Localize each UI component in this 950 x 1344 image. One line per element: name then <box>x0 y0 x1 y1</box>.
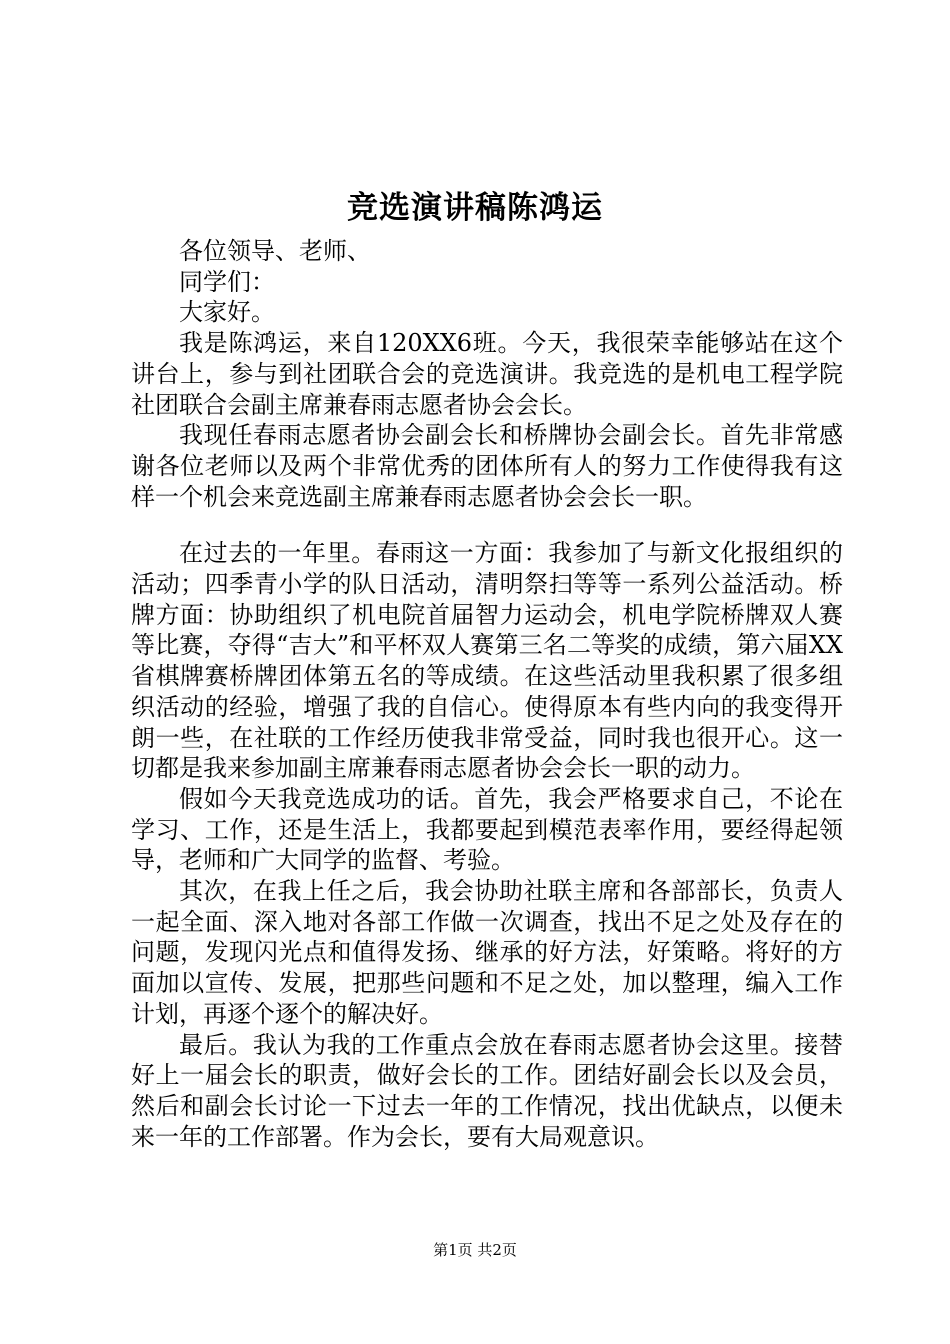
paragraph-final-plan: 最后。我认为我的工作重点会放在春雨志愿者协会这里。接替好上一届会长的职责，做好会长的工作。团结好副会长以及会员，然后和副会长讨论一下过去一年的工作情况，找出优缺点，以便未来一年的工作部署。作为会长，要有大局观意识。 <box>131 1030 843 1151</box>
greeting-line-2: 同学们： <box>179 267 275 296</box>
greeting-line-1: 各位领导、老师、 <box>179 237 371 265</box>
paragraph-first-plan: 假如今天我竞选成功的话。首先，我会严格要求自己，不论在学习、工作，还是生活上，我都要起到模范表率作用，要经得起领导，老师和广大同学的监督、考验。 <box>131 784 843 875</box>
paragraph-introduction: 我是陈鸿运，来自120XX6班。今天，我很荣幸能够站在这个讲台上，参与到社团联合会的竞选演讲。我竞选的是机电工程学院社团联合会副主席兼春雨志愿者协会会长。 <box>131 329 843 419</box>
paragraph-past-year: 在过去的一年里。春雨这一方面：我参加了与新文化报组织的活动；四季青小学的队日活动，清明祭扫等等一系列公益活动。桥牌方面：协助组织了机电院首届智力运动会，机电学院桥牌双人赛等比赛，夺得“吉大”和平杯双人赛第三名二等奖的成绩，第六届XX省棋牌赛桥牌团体第五名的等成绩。在这些活动里我积累了很多组织活动的经验，增强了我的自信心。使得原本有些内向的我变得开朗一些，在社联的工作经历使我非常受益，同时我也很开心。这一切都是我来参加副主席兼春雨志愿者协会会长一职的动力。 <box>131 539 843 783</box>
paragraph-second-plan: 其次，在我上任之后，我会协助社联主席和各部部长，负责人一起全面、深入地对各部工作做一次调查，找出不足之处及存在的问题，发现闪光点和值得发扬、继承的好方法，好策略。将好的方面加以宣传、发展，把那些问题和不足之处，加以整理，编入工作计划，再逐个逐个的解决好。 <box>131 877 843 1028</box>
document-title: 竞选演讲稿陈鸿运 <box>347 190 603 226</box>
paragraph-spacer <box>131 512 843 538</box>
paragraph-current-role: 我现任春雨志愿者协会副会长和桥牌协会副会长。首先非常感谢各位老师以及两个非常优秀的团体所有人的努力工作使得我有这样一个机会来竞选副主席兼春雨志愿者协会会长一职。 <box>131 421 843 511</box>
document-body <box>131 236 843 1152</box>
greeting-line-3: 大家好。 <box>179 298 275 327</box>
page-number-footer: 第1页 共2页 <box>433 1241 517 1259</box>
